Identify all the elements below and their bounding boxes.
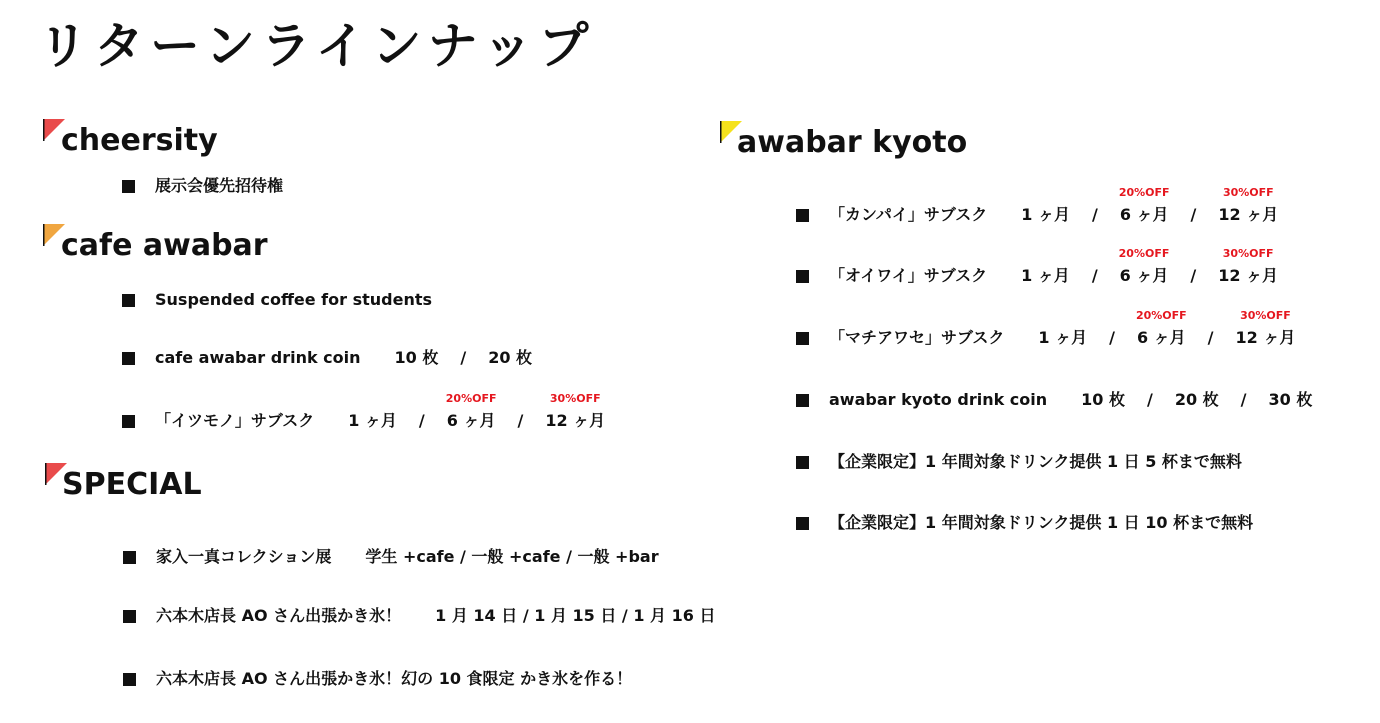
separator: / xyxy=(460,348,467,367)
bullet-icon xyxy=(796,394,809,407)
discount-badge: 20%OFF xyxy=(1118,247,1170,260)
option-label: 12 ヶ月 xyxy=(1218,205,1279,224)
item-label: 【企業限定】1 年間対象ドリンク提供 1 日 10 杯まで無料 xyxy=(829,513,1254,532)
list-item xyxy=(123,549,659,565)
option-1-month xyxy=(1021,268,1070,284)
list-item xyxy=(796,392,1312,408)
list-item xyxy=(796,247,1279,285)
bullet-icon xyxy=(122,294,135,307)
section-title-cheersity: cheersity xyxy=(61,123,218,158)
bullet-icon xyxy=(122,415,135,428)
item-label: 六本木店長 AO さん出張かき氷！ xyxy=(156,606,402,625)
discount-badge: 30%OFF xyxy=(1222,186,1274,199)
bullet-icon xyxy=(796,517,809,530)
option-label: 6 ヶ月 xyxy=(446,411,496,430)
item-label: 展示会優先招待権 xyxy=(155,176,284,195)
option-6-month xyxy=(1118,247,1170,285)
item-label: 家入一真コレクション展 xyxy=(156,547,332,566)
bullet-icon xyxy=(796,270,809,283)
option-1-month xyxy=(348,413,397,429)
bullet-icon xyxy=(796,456,809,469)
separator: / xyxy=(1190,205,1197,224)
item-label: 六本木店長 AO さん出張かき氷！幻の 10 食限定 かき氷を作る！ xyxy=(156,669,633,688)
item-label: cafe awabar drink coin xyxy=(155,348,361,367)
item-label: 「イツモノ」サブスク xyxy=(155,411,315,430)
option-label: 1 ヶ月 xyxy=(1021,266,1070,285)
item-label: awabar kyoto drink coin xyxy=(829,390,1048,409)
list-item xyxy=(123,671,632,687)
option-10: 10 枚 xyxy=(1081,390,1125,409)
item-label: Suspended coffee for students xyxy=(155,290,433,309)
option-6-month xyxy=(1135,309,1187,347)
section-title-cafe-awabar: cafe awabar xyxy=(61,228,268,263)
option-1-month xyxy=(1038,330,1087,346)
separator: / xyxy=(418,411,425,430)
option-label: 1 ヶ月 xyxy=(348,411,397,430)
bullet-icon xyxy=(123,610,136,623)
discount-badge: 30%OFF xyxy=(549,392,601,405)
separator: / xyxy=(1091,205,1098,224)
list-item xyxy=(122,392,606,430)
option-12-month xyxy=(1235,309,1296,347)
section-title-awabar-kyoto: awabar kyoto xyxy=(737,125,968,160)
discount-badge: 20%OFF xyxy=(445,392,497,405)
bullet-icon xyxy=(122,180,135,193)
option-label: 12 ヶ月 xyxy=(1235,328,1296,347)
item-label: 「カンパイ」サブスク xyxy=(829,205,988,224)
option-label: 6 ヶ月 xyxy=(1119,266,1169,285)
separator: / xyxy=(1146,390,1153,409)
bullet-icon xyxy=(796,332,809,345)
option-label: 1 ヶ月 xyxy=(1038,328,1088,347)
option-label: 6 ヶ月 xyxy=(1136,328,1186,347)
option-20: 20 枚 xyxy=(488,348,533,367)
discount-badge: 30%OFF xyxy=(1240,309,1291,322)
option-6-month xyxy=(1118,186,1170,224)
item-label: 「マチアワセ」サブスク xyxy=(829,328,1005,347)
bullet-icon xyxy=(123,551,136,564)
list-item xyxy=(796,309,1296,347)
list-item xyxy=(122,292,432,308)
list-item xyxy=(796,186,1279,224)
item-label: 【企業限定】1 年間対象ドリンク提供 1 日 5 杯まで無料 xyxy=(829,452,1242,471)
page-title: リターンラインナップ xyxy=(38,17,595,75)
bullet-icon xyxy=(122,352,135,365)
section-title-special: SPECIAL xyxy=(62,467,202,502)
option-6-month xyxy=(445,392,497,430)
separator: / xyxy=(1207,328,1214,347)
separator: / xyxy=(517,411,524,430)
list-item xyxy=(123,608,715,624)
separator: / xyxy=(1109,328,1115,347)
discount-badge: 30%OFF xyxy=(1222,247,1274,260)
list-item xyxy=(796,454,1242,470)
separator: / xyxy=(1091,266,1098,285)
option-1-month xyxy=(1021,207,1070,223)
option-10: 10 枚 xyxy=(394,348,439,367)
option-label: 1 ヶ月 xyxy=(1021,205,1070,224)
list-item xyxy=(796,515,1253,531)
separator: / xyxy=(1240,390,1247,409)
item-detail: 1 月 14 日 / 1 月 15 日 / 1 月 16 日 xyxy=(435,606,716,625)
separator: / xyxy=(1190,266,1197,285)
list-item xyxy=(122,178,283,194)
option-label: 12 ヶ月 xyxy=(545,411,606,430)
discount-badge: 20%OFF xyxy=(1118,186,1170,199)
discount-badge: 20%OFF xyxy=(1135,309,1187,322)
option-20: 20 枚 xyxy=(1174,390,1219,409)
option-label: 6 ヶ月 xyxy=(1119,205,1169,224)
item-detail: 学生 +cafe / 一般 +cafe / 一般 +bar xyxy=(365,547,659,566)
option-12-month xyxy=(545,392,606,430)
list-item xyxy=(122,350,532,366)
option-12-month xyxy=(1218,247,1279,285)
option-30: 30 枚 xyxy=(1268,390,1313,409)
item-label: 「オイワイ」サブスク xyxy=(829,266,988,285)
bullet-icon xyxy=(123,673,136,686)
bullet-icon xyxy=(796,209,809,222)
option-label: 12 ヶ月 xyxy=(1218,266,1279,285)
option-12-month xyxy=(1218,186,1279,224)
